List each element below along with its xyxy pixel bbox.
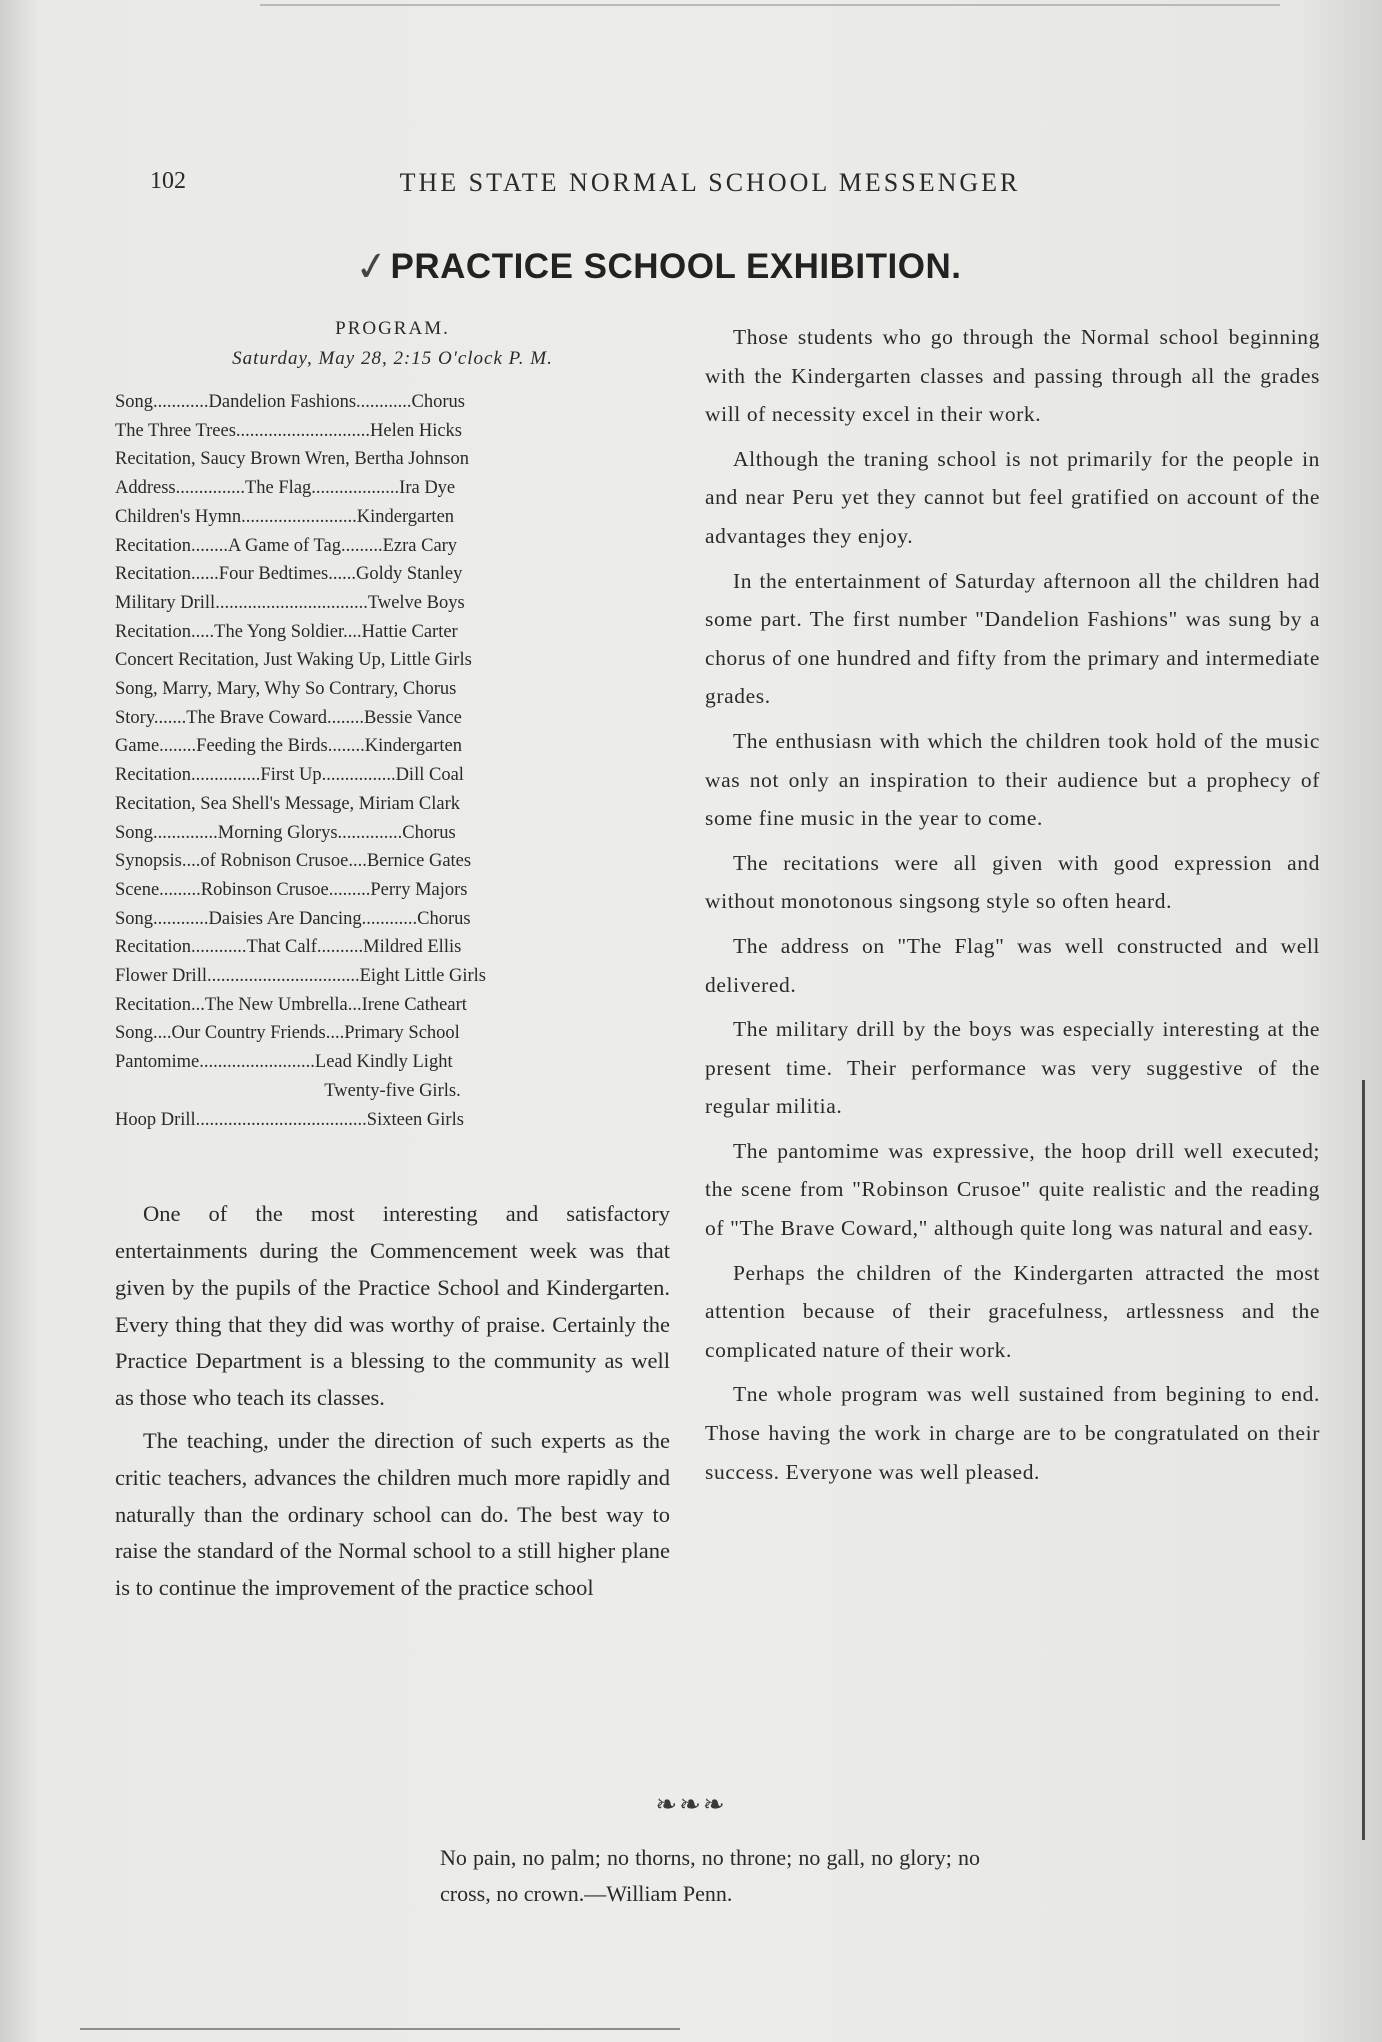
program-line: Synopsis....of Robnison Crusoe....Bernice Gates: [115, 851, 472, 872]
program-line: Recitation............That Calf..........Mildred Ellis: [115, 937, 462, 958]
program-line: Song............Daisies Are Dancing............Chorus: [115, 908, 471, 929]
program-line: Pantomime.........................Lead Kindly Light: [115, 1052, 453, 1073]
program-line: Recitation......Four Bedtimes......Goldy Stanley: [115, 564, 463, 585]
left-column: [115, 318, 670, 1613]
program-line: Military Drill.................................Twelve Boys: [115, 592, 465, 613]
program-line: Address...............The Flag...................Ira Dye: [115, 478, 456, 499]
closing-quote: No pain, no palm; no thorns, no throne; no gall, no glory; no cross, no crown.—William Penn.: [440, 1845, 980, 1906]
ornament-divider: ❧❧❧: [655, 1790, 727, 1819]
program-line: Game........Feeding the Birds........Kindergarten: [115, 736, 462, 757]
article-paragraph: The address on "The Flag" was well constructed and well delivered.: [705, 933, 1320, 997]
program-line: Concert Recitation, Just Waking Up, Little Girls: [115, 650, 472, 671]
program-line: Recitation.....The Yong Soldier....Hattie Carter: [115, 621, 458, 642]
program-line: Story.......The Brave Coward........Bessie Vance: [115, 707, 462, 728]
article-paragraph: Those students who go through the Normal school beginning with the Kindergarten classes and passing through all the grades will of necessity excel in their work.: [705, 325, 1320, 427]
article-paragraph: The enthusiasn with which the children took hold of the music was not only an inspiration to their audience but a prophecy of some fine music in the year to come.: [705, 728, 1320, 831]
top-edge-rule: [260, 4, 1280, 6]
program-line: Hoop Drill.....................................Sixteen Girls: [115, 1109, 464, 1130]
article-paragraph: In the entertainment of Saturday afternoon all the children had some part. The first number "Dandelion Fashions" was sung by a chorus of one hundred and fifty from the primary and intermediate grades.: [705, 568, 1320, 709]
article-paragraph: The teaching, under the direction of such experts as the critic teachers, advances the children much more rapidly and naturally than the ordinary school can do. The best way to raise the standard of the Normal school to a still higher plane is to continue the improvement of the practice school: [115, 1428, 670, 1601]
article-paragraph: The pantomime was expressive, the hoop drill well executed; the scene from "Robinson Crusoe" quite realistic and the reading of "The Brave Coward," although quite long was natural and easy.: [705, 1138, 1320, 1241]
article-paragraph: The recitations were all given with good expression and without monotonous singsong style so often heard.: [705, 850, 1320, 914]
program-line: Song, Marry, Mary, Why So Contrary, Chorus: [115, 679, 457, 700]
program-list: [115, 388, 670, 1134]
page-number: 102: [150, 168, 186, 194]
program-line: Recitation, Saucy Brown Wren, Bertha Johnson: [115, 449, 469, 470]
article-paragraph: Tne whole program was well sustained from begining to end. Those having the work in charge are to be congratulated on their success. Everyone was well pleased.: [705, 1382, 1320, 1484]
left-article-body: [115, 1196, 670, 1607]
program-date: Saturday, May 28, 2:15 O'clock P. M.: [232, 348, 553, 369]
program-line: Children's Hymn.........................Kindergarten: [115, 506, 455, 527]
program-line: Recitation, Sea Shell's Message, Miriam Clark: [115, 793, 461, 814]
article-paragraph: Although the traning school is not primarily for the people in and near Peru yet they cannot but feel gratified on account of the advantages they enjoy.: [705, 446, 1320, 548]
article-title-row: [352, 242, 962, 292]
program-line: Recitation...............First Up................Dill Coal: [115, 765, 464, 786]
program-line: Twenty-five Girls.: [324, 1080, 461, 1101]
right-column: [705, 318, 1320, 1497]
program-line: Scene.........Robinson Crusoe.........Perry Majors: [115, 879, 468, 900]
running-title: THE STATE NORMAL SCHOOL MESSENGER: [399, 168, 1021, 197]
pencil-check-mark: ✓: [352, 242, 392, 292]
program-heading: PROGRAM.: [335, 318, 450, 339]
program-line: The Three Trees.............................Helen Hicks: [115, 420, 462, 441]
article-title: PRACTICE SCHOOL EXHIBITION.: [390, 247, 962, 286]
bottom-edge-rule: [80, 2028, 680, 2030]
program-line: Recitation...The New Umbrella...Irene Catheart: [115, 994, 467, 1015]
program-line: Song............Dandelion Fashions............Chorus: [115, 392, 465, 412]
article-paragraph: The military drill by the boys was especially interesting at the present time. Their performance was very suggestive of the regular militia.: [705, 1017, 1320, 1119]
program-line: Song....Our Country Friends....Primary School: [115, 1023, 460, 1044]
binding-edge-shadow: [1362, 1080, 1365, 1840]
article-paragraph: Perhaps the children of the Kindergarten attracted the most attention because of their gracefulness, artlessness and the complicated nature of their work.: [705, 1260, 1320, 1362]
article-paragraph: One of the most interesting and satisfactory entertainments during the Commencement week was that given by the pupils of the Practice School and Kindergarten. Every thing that they did was worthy of praise. Certainly the Practice Department is a blessing to the community as well as those who teach its classes.: [115, 1201, 670, 1411]
program-line: Song..............Morning Glorys..............Chorus: [115, 822, 456, 843]
program-line: Flower Drill.................................Eight Little Girls: [115, 966, 487, 987]
program-line: Recitation........A Game of Tag.........Ezra Cary: [115, 535, 458, 556]
